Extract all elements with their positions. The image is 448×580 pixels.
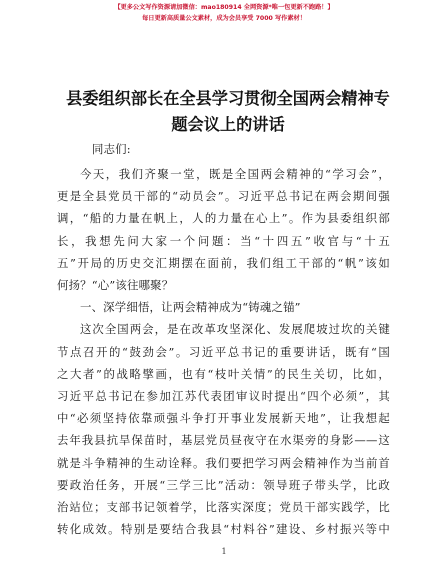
body-line: 转化成效。特别是要结合我县“村料谷”建设、乡村振兴等中: [57, 522, 390, 537]
title-line-1: 县委组织部长在全县学习贯彻全国两会精神专: [66, 89, 390, 108]
body-line: 今天，我们齐聚一堂，既是全国两会精神的“学习会”，: [80, 167, 390, 181]
body-line: 去年我县抗旱保苗时，基层党员昼夜守在水渠旁的身影——这: [57, 433, 390, 448]
salutation: 同志们:: [92, 142, 131, 156]
body-line: 何扬？“心”该往哪聚？: [57, 278, 174, 292]
body-line: 调，“船的力量在帆上，人的力量在心上”。作为县委组织部: [57, 211, 390, 226]
page-number: 1: [221, 547, 227, 556]
banner-line-2: 每日更新高质量公文素材，成为会员享受 7000 写作素材！: [142, 15, 306, 22]
body-line: 节点召开的“鼓劲会”。习近平总书记的重要讲话，既有“国: [57, 344, 390, 359]
title-line-2: 题会议上的讲话: [171, 115, 285, 134]
body-line: 更是全县党员干部的“动员会”。习近平总书记在两会期间强: [57, 189, 390, 204]
body-line: 五”开局的历史交汇期摆在面前，我们组工干部的“帆”该如: [57, 255, 390, 270]
section-heading: 一、深学细悟，让两会精神成为“铸魂之锚”: [80, 300, 301, 315]
document-title: [58, 86, 398, 138]
body-line: 中“必须坚持依靠顽强斗争打开事业发展新天地”，让我想起: [57, 411, 390, 426]
body-line: 治站位；支部书记领着学，比落实深度；党员干部实践学，比: [57, 500, 390, 514]
body-line: 就是斗争精神的生动诠释。我们要把学习两会精神作为当前首: [57, 455, 390, 470]
body-line: 长，我想先问大家一个问题：当“十四五”收官与“十五: [57, 233, 390, 248]
body-line: 要政治任务，开展“三学三比”活动：领导班子带头学，比政: [57, 477, 390, 492]
body-line: 之大者”的战略擘画，也有“枝叶关情”的民生关切，比如，: [57, 366, 390, 381]
promo-banner: [0, 2, 448, 24]
body-line: 习近平总书记在参加江苏代表团审议时提出“四个必须”，其: [57, 389, 390, 403]
banner-line-1: 【更多公文写作资源请加微信：mao180914 全网资源*唯一包更新不跑路！】: [114, 4, 334, 11]
body-line: 这次全国两会，是在改革攻坚深化、发展爬坡过坎的关键: [80, 322, 390, 337]
